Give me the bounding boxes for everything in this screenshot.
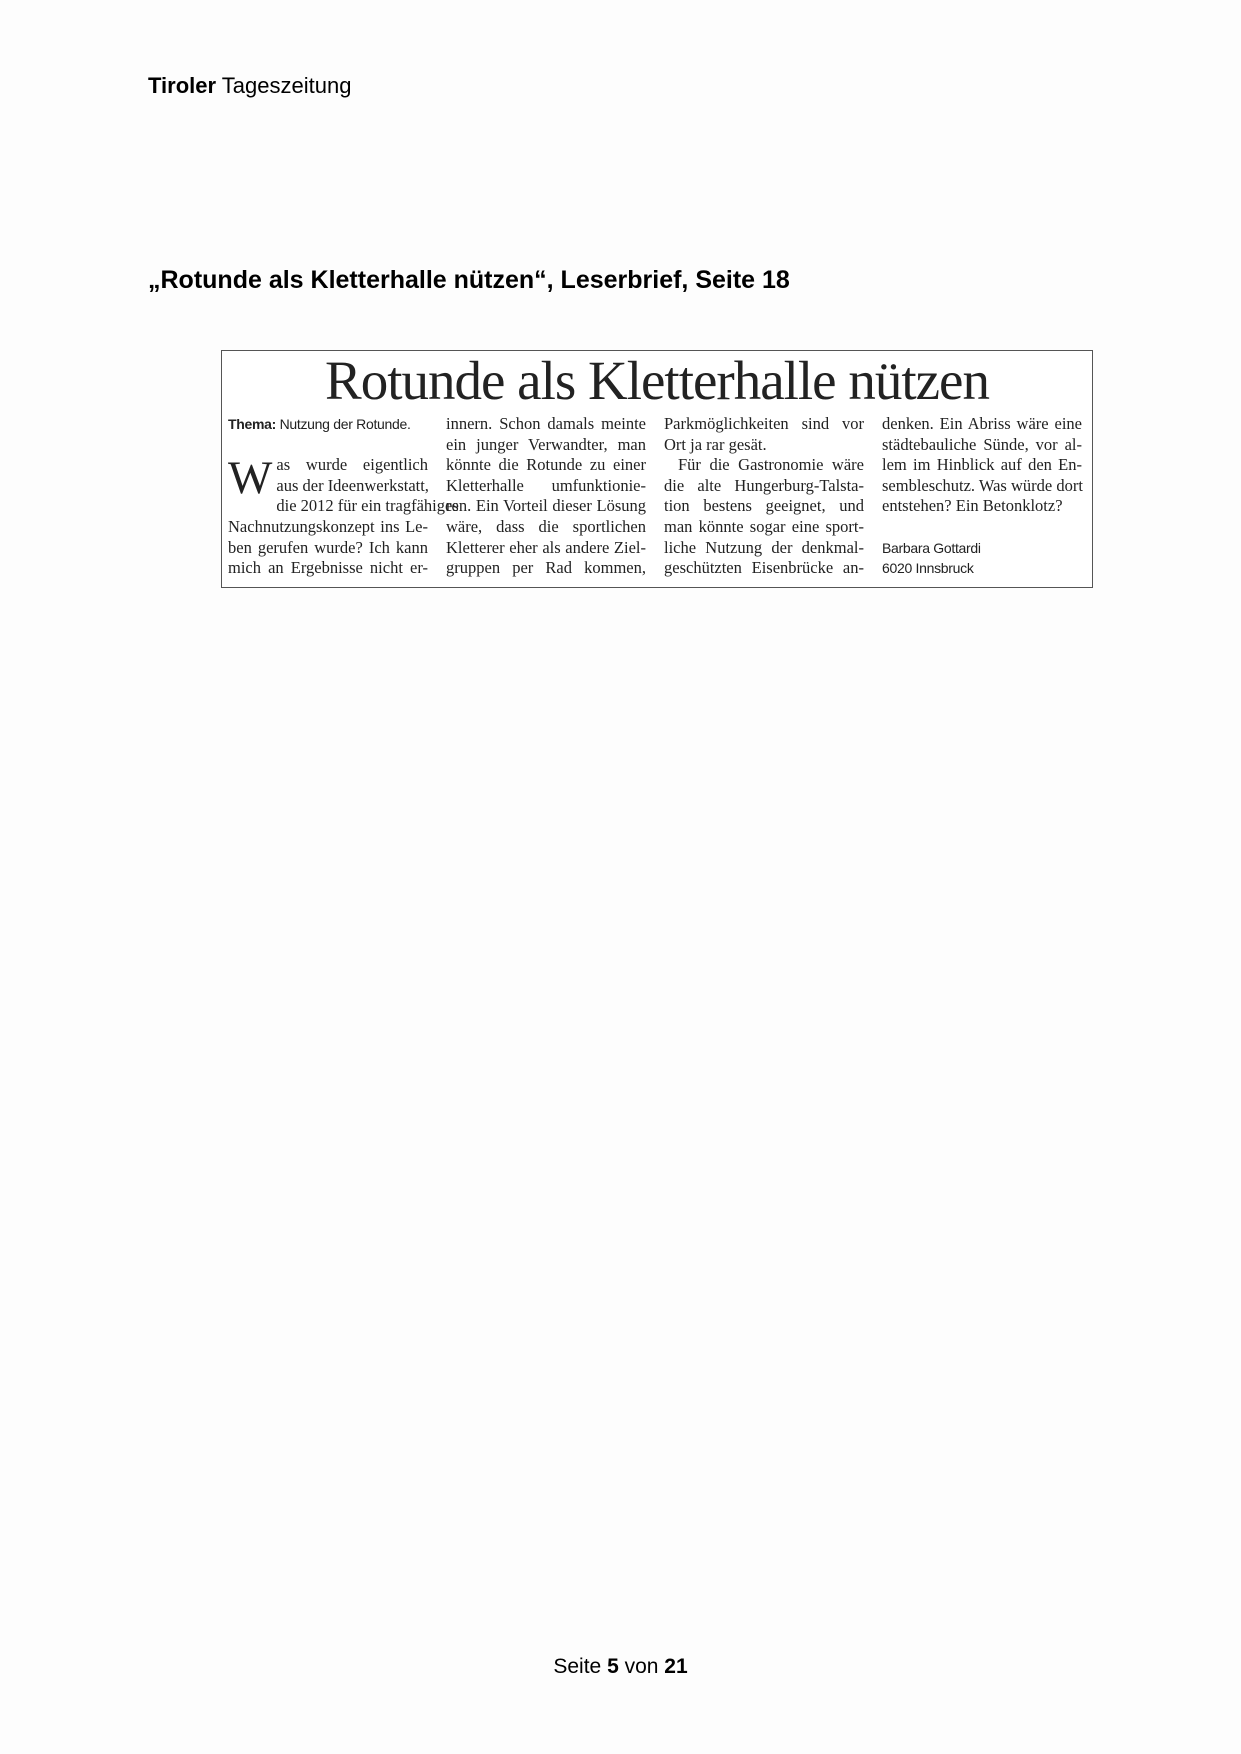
text-line: die alte Hungerburg-Talsta- [664,475,864,495]
text-line: ben gerufen wurde? Ich kann [228,537,428,557]
text-line: Kletterhalle umfunktionie- [446,475,646,495]
text-line: lem im Hinblick auf den En- [882,455,1082,475]
text-line: tion bestens geeignet, und [664,496,864,516]
text-line: innern. Schon damals meinte [446,414,646,433]
text-line: städtebauliche Sünde, vor al- [882,434,1082,454]
text-line: man könnte sogar eine sport- [664,516,864,536]
page-footer [0,1655,1241,1679]
thema-text: Nutzung der Rotunde. [279,416,411,432]
text-line: aus der Ideenwerkstatt, [276,475,429,495]
newspaper-name [148,73,351,99]
text-line: ein junger Verwandter, man [446,434,646,454]
article-clipping [221,350,1093,588]
author-name: Barbara Gottardi [882,539,981,556]
article-column-1 [228,414,459,579]
thema-label: Thema: [228,416,276,432]
text-line: Ort ja rar gesät. [664,434,767,454]
article-headline: Rotunde als Kletterhalle nützen [325,350,989,411]
text-line: as wurde eigentlich [276,455,428,475]
text-line: liche Nutzung der denkmal- [664,537,864,557]
article-column-4 [882,414,1082,579]
footer-mid: von [624,1655,659,1678]
text-line: Parkmöglichkeiten sind vor [664,414,864,433]
text-line: die 2012 für ein tragfähiges [276,496,459,516]
article-column-2 [446,414,646,579]
text-line: mich an Ergebnisse nicht er- [228,558,428,578]
text-line: sembleschutz. Was würde dort [882,475,1083,495]
text-line: gruppen per Rad kommen, [446,558,646,578]
brand-bold: Tiroler [148,73,217,98]
document-title: „Rotunde als Kletterhalle nützen“, Leserbrief, Seite 18 [148,266,790,294]
page-total: 21 [664,1655,688,1678]
spacer [882,517,1082,538]
text-line: entstehen? Ein Betonklotz? [882,496,1063,516]
text-line: Nachnutzungskonzept ins Le- [228,516,428,536]
footer-prefix: Seite [553,1655,602,1678]
text-line: denken. Ein Abriss wäre eine [882,414,1082,433]
text-line: Für die Gastronomie wäre [678,455,864,475]
article-column-3 [664,414,864,579]
page-number: 5 [607,1655,619,1678]
dropcap: W [228,452,273,505]
brand-rest: Tageszeitung [221,73,352,98]
author-location: 6020 Innsbruck [882,560,974,577]
text-line: ren. Ein Vorteil dieser Lösung [446,496,646,516]
text-line: wäre, dass die sportlichen [446,516,646,536]
text-line: könnte die Rotunde zu einer [446,455,646,475]
thema-line [228,414,428,435]
text-line: geschützten Eisenbrücke an- [664,558,864,578]
text-line: Kletterer eher als andere Ziel- [446,537,646,557]
